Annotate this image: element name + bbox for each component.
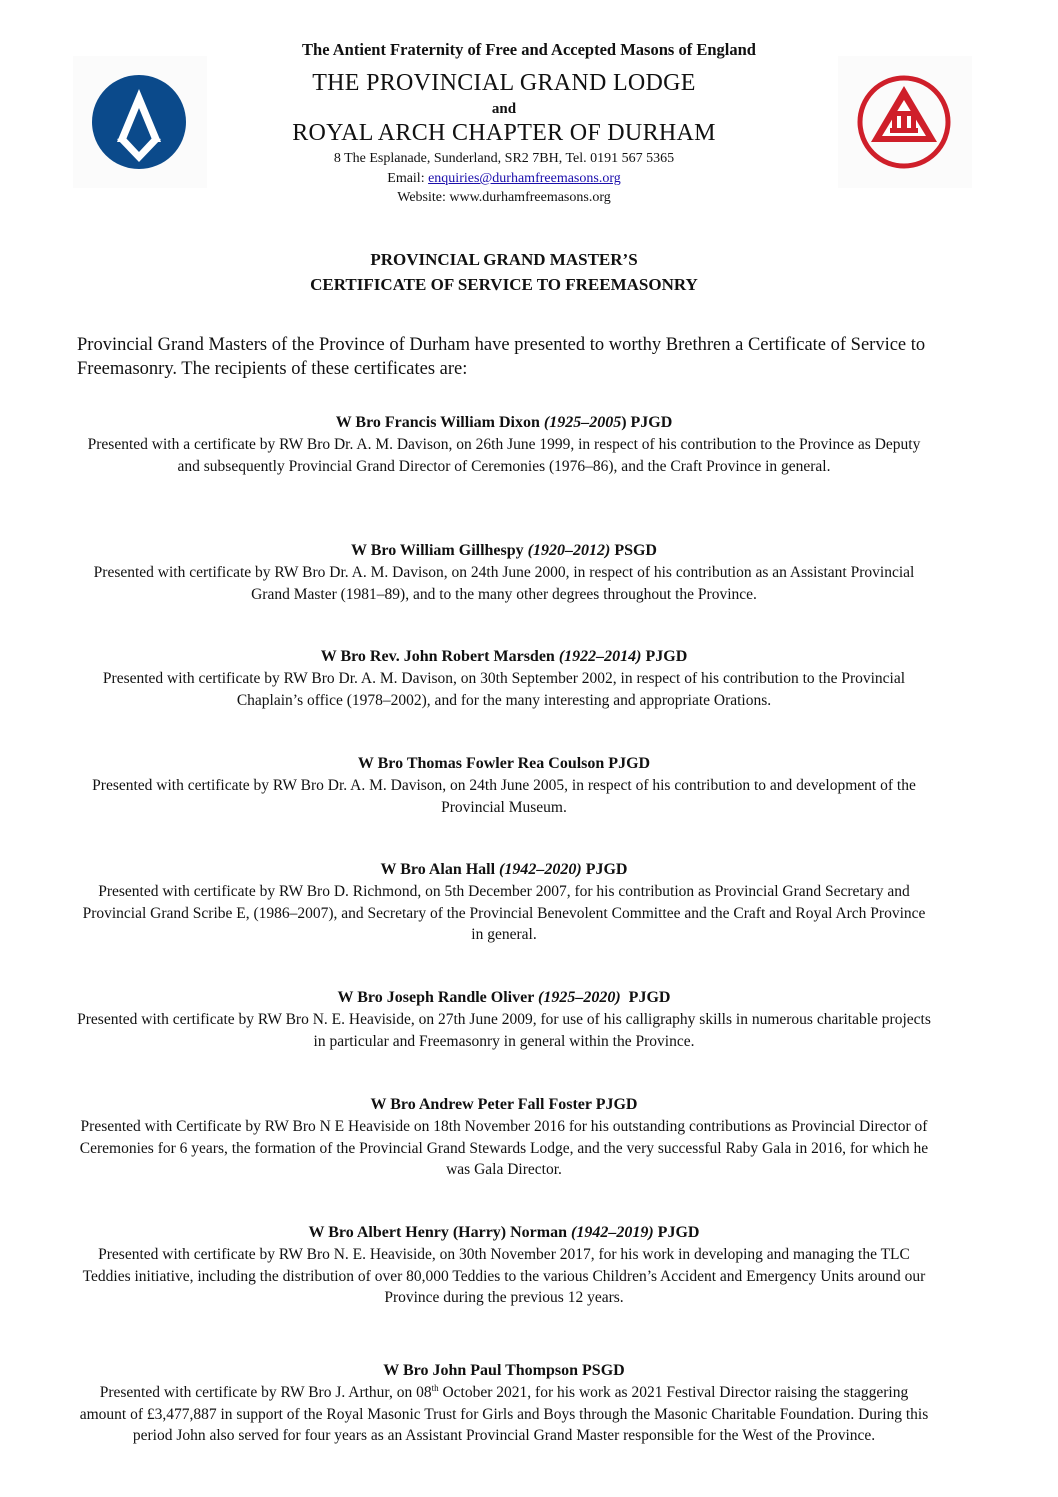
email-line [0,171,1008,187]
recipient-name: W Bro William Gillhespy (1920–2012) PSGD [351,542,657,559]
recipient-name: W Bro Thomas Fowler Rea Coulson PJGD [357,755,651,772]
title-conjunction: and [491,101,517,117]
recipient-description: Presented with certificate by RW Bro N. E. Heaviside, on 27th June 2009, for use of his calligraphy skills in numerous charitable projects in particular and Freemasonry in general within the Province. [77,1011,931,1050]
recipient-description: Presented with a certificate by RW Bro Dr. A. M. Davison, on 26th June 1999, in respect of his contribution to the Province as Deputy and subsequently Provincial Grand Director of Ceremonies (1976‒86), and the Craft Province in general. [87,436,921,475]
certificate-title-line2: CERTIFICATE OF SERVICE TO FREEMASONRY [310,275,698,294]
recipient-name: W Bro Francis William Dixon (1925–2005) PJGD [335,414,673,431]
recipient-description: Presented with certificate by RW Bro D. Richmond, on 5th December 2007, for his contribution as Provincial Grand Secretary and Provincial Grand Scribe E, (1986‒2007), and Secretary of the Provincial Benevolent Committee and the Craft and Royal Arch Province in general. [82,883,926,944]
chapter-title: ROYAL ARCH CHAPTER OF DURHAM [292,120,716,146]
recipient-entry [77,540,931,605]
email-label: Email: [387,171,429,186]
recipient-name: W Bro Andrew Peter Fall Foster PJGD [370,1096,638,1113]
recipient-entry [77,987,931,1052]
recipient-entry [77,859,931,946]
recipient-name: W Bro Alan Hall (1942–2020) PJGD [380,861,628,878]
recipient-entry [77,1094,931,1181]
recipient-name: W Bro John Paul Thompson PSGD [383,1362,625,1379]
certificate-title-line1: PROVINCIAL GRAND MASTER’S [370,250,638,269]
recipient-name: W Bro Joseph Randle Oliver (1925–2020) PJGD [337,989,671,1006]
recipient-description: Presented with certificate by RW Bro J. Arthur, on 08th October 2021, for his work as 2021 Festival Director raising the staggering amount of £3,477,887 in support of the Royal Masonic Trust for Girls and Boys through the Masonic Charitable Foundation. During this period John also served for four years as an Assistant Provincial Grand Master responsible for the West of the Province. [79,1383,929,1445]
address: 8 The Esplanade, Sunderland, SR2 7BH, Tel. 0191 567 5365 [333,151,675,166]
recipient-entry [77,1222,931,1309]
recipient-description: Presented with certificate by RW Bro N. E. Heaviside, on 30th November 2017, for his work in developing and managing the TLC Teddies initiative, including the distribution of over 80,000 Teddies to the various Children’s Accident and Emergency Units around our Province during the previous 12 years. [82,1246,926,1307]
recipient-description: Presented with certificate by RW Bro Dr. A. M. Davison, on 24th June 2000, in respect of his contribution as an Assistant Provincial Grand Master (1981‒89), and to the many other degrees throughout the Province. [93,564,915,603]
email-link[interactable]: enquiries@durhamfreemasons.org [428,171,621,186]
recipient-entry [77,753,931,818]
recipient-entry [77,412,931,477]
recipient-description: Presented with certificate by RW Bro Dr. A. M. Davison, on 24th June 2005, in respect of his contribution to and development of the Provincial Museum. [92,777,916,816]
fraternity-name: The Antient Fraternity of Free and Accepted Masons of England [302,40,756,59]
recipient-name: W Bro Rev. John Robert Marsden (1922–2014) PJGD [320,648,688,665]
lodge-title: THE PROVINCIAL GRAND LODGE [312,70,696,96]
recipient-entry [77,646,931,711]
recipient-name: W Bro Albert Henry (Harry) Norman (1942–2019) PJGD [308,1224,700,1241]
recipient-description: Presented with certificate by RW Bro Dr. A. M. Davison, on 30th September 2002, in respect of his contribution to the Provincial Chaplain’s office (1978‒2002), and for the many interesting and appropriate Orations. [102,670,906,709]
recipient-entry [77,1360,931,1447]
recipient-description: Presented with Certificate by RW Bro N E Heaviside on 18th November 2016 for his outstanding contributions as Provincial Director of Ceremonies for 6 years, the formation of the Provincial Grand Stewards Lodge, and the very successful Raby Gala in 2016, for which he was Gala Director. [79,1118,929,1179]
website: Website: www.durhamfreemasons.org [397,190,611,205]
intro-paragraph: Provincial Grand Masters of the Province of Durham have presented to worthy Brethren a Certificate of Service to Freemasonry. The recipients of these certificates are: [77,335,926,379]
